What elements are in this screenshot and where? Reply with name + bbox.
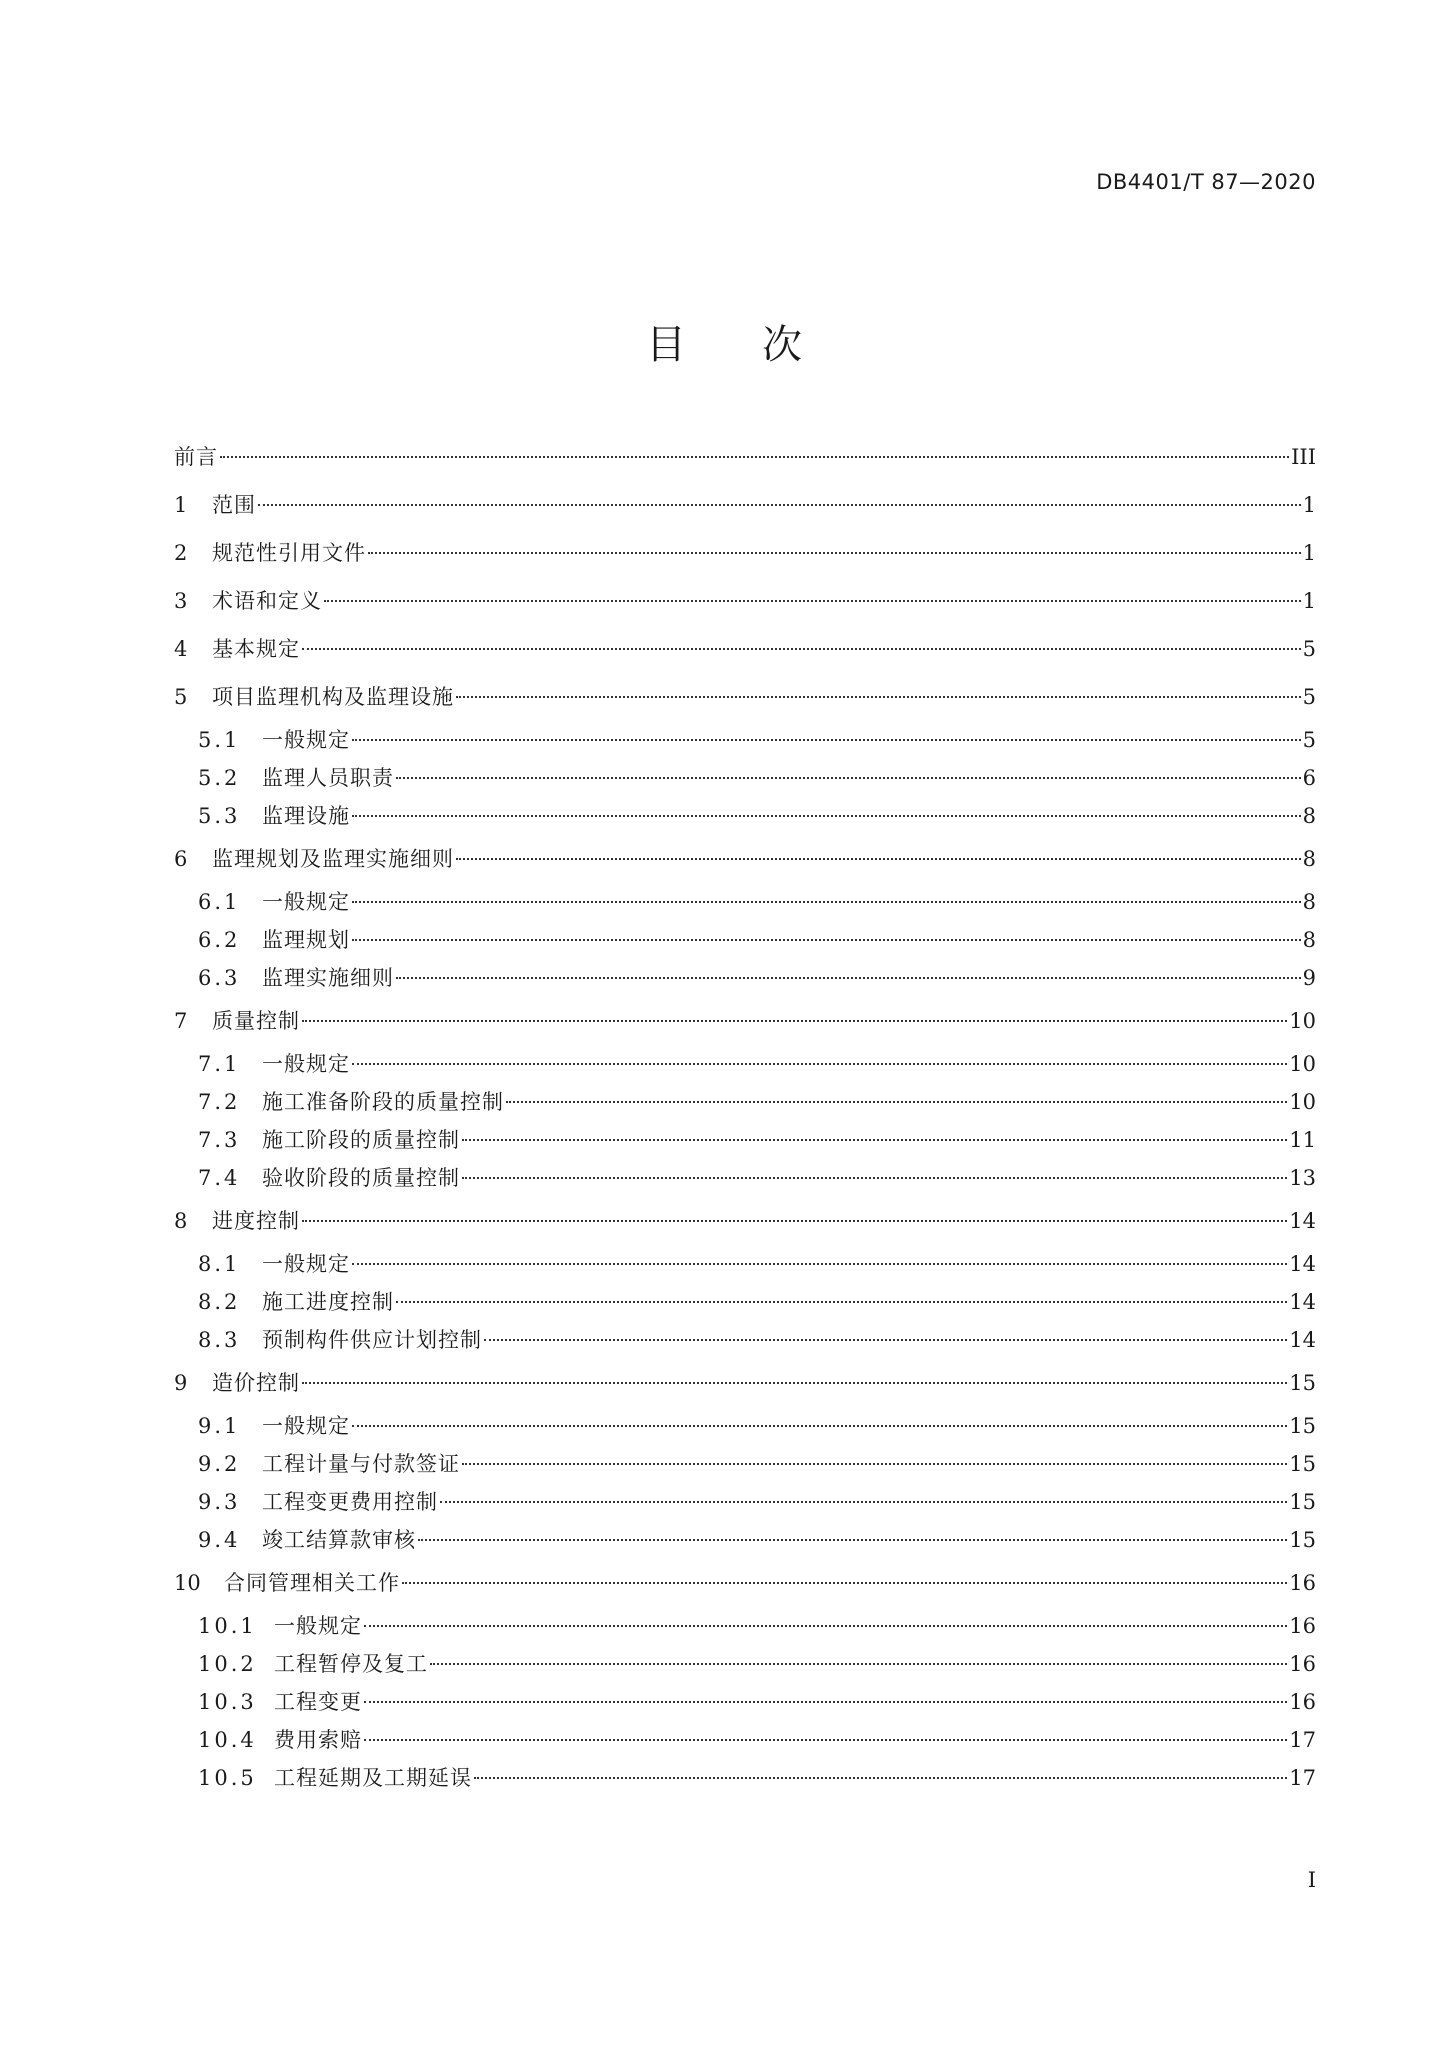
toc-entry[interactable] — [174, 1321, 1316, 1359]
toc-entry[interactable] — [174, 1407, 1316, 1445]
toc-entry-title: 施工阶段的质量控制 — [262, 1128, 460, 1152]
toc-entry-page: 11 — [1289, 1128, 1316, 1152]
toc-entry[interactable] — [174, 997, 1316, 1045]
toc-entry-title: 范围 — [212, 493, 256, 517]
toc-entry-title: 基本规定 — [212, 637, 300, 661]
toc-entry-page: 15 — [1289, 1371, 1316, 1395]
toc-entry-number: 7.3 — [198, 1128, 241, 1152]
toc-dot-leader — [352, 1263, 1287, 1265]
toc-entry[interactable] — [174, 625, 1316, 673]
toc-dot-leader — [352, 939, 1301, 941]
toc-entry-number: 6 — [174, 847, 188, 871]
toc-dot-leader — [364, 1739, 1287, 1741]
toc-dot-leader — [456, 858, 1301, 860]
toc-entry[interactable] — [174, 1483, 1316, 1521]
toc-entry-page: 15 — [1289, 1490, 1316, 1514]
toc-dot-leader — [302, 1020, 1287, 1022]
toc-entry-number: 9 — [174, 1371, 188, 1395]
toc-entry-page: 16 — [1289, 1614, 1316, 1638]
toc-entry-number: 5.2 — [198, 766, 241, 790]
toc-entry-page: 16 — [1289, 1571, 1316, 1595]
toc-entry-title: 一般规定 — [274, 1614, 362, 1638]
toc-entry[interactable] — [174, 1683, 1316, 1721]
toc-entry-number: 10.5 — [198, 1766, 257, 1790]
toc-dot-leader — [396, 1301, 1287, 1303]
toc-entry-title: 前言 — [174, 445, 218, 469]
toc-entry-page: 8 — [1302, 928, 1316, 952]
toc-entry-number: 6.3 — [198, 966, 241, 990]
toc-entry-page: 15 — [1289, 1452, 1316, 1476]
toc-entry-title: 合同管理相关工作 — [224, 1571, 400, 1595]
toc-entry[interactable] — [174, 1159, 1316, 1197]
toc-dot-leader — [484, 1339, 1287, 1341]
toc-dot-leader — [220, 456, 1289, 458]
table-of-contents — [174, 433, 1316, 1797]
toc-entry-title: 竣工结算款审核 — [262, 1528, 416, 1552]
toc-entry[interactable] — [174, 1359, 1316, 1407]
toc-entry[interactable] — [174, 721, 1316, 759]
toc-entry-page: 10 — [1289, 1052, 1316, 1076]
toc-dot-leader — [474, 1777, 1287, 1779]
toc-entry-page: 15 — [1289, 1414, 1316, 1438]
toc-entry-title: 费用索赔 — [274, 1728, 362, 1752]
toc-entry-title: 一般规定 — [262, 1252, 350, 1276]
toc-entry[interactable] — [174, 1283, 1316, 1321]
toc-entry-number: 8 — [174, 1209, 188, 1233]
toc-entry-number: 8.2 — [198, 1290, 241, 1314]
toc-entry-page: 5 — [1302, 637, 1316, 661]
toc-dot-leader — [402, 1582, 1287, 1584]
toc-entry[interactable] — [174, 1445, 1316, 1483]
toc-entry-title: 施工进度控制 — [262, 1290, 394, 1314]
toc-dot-leader — [324, 600, 1301, 602]
toc-entry-page: 5 — [1302, 728, 1316, 752]
toc-entry-title: 质量控制 — [212, 1009, 300, 1033]
toc-entry-title: 监理规划 — [262, 928, 350, 952]
toc-entry-number: 8.1 — [198, 1252, 241, 1276]
toc-entry-title: 监理实施细则 — [262, 966, 394, 990]
toc-entry-title: 项目监理机构及监理设施 — [212, 685, 454, 709]
toc-entry[interactable] — [174, 1045, 1316, 1083]
toc-dot-leader — [462, 1463, 1287, 1465]
toc-entry-number: 9.4 — [198, 1528, 241, 1552]
toc-entry-page: 1 — [1302, 493, 1316, 517]
toc-entry-page: 8 — [1302, 890, 1316, 914]
toc-entry[interactable] — [174, 577, 1316, 625]
toc-entry-title: 监理设施 — [262, 804, 350, 828]
toc-entry[interactable] — [174, 1521, 1316, 1559]
toc-entry-page: 9 — [1302, 966, 1316, 990]
toc-entry-title: 验收阶段的质量控制 — [262, 1166, 460, 1190]
toc-entry-number: 6.2 — [198, 928, 241, 952]
toc-entry-number: 10.2 — [198, 1652, 257, 1676]
toc-entry-number: 6.1 — [198, 890, 241, 914]
page-title: 目次 — [646, 322, 878, 368]
toc-entry[interactable] — [174, 1083, 1316, 1121]
toc-entry-page: III — [1291, 445, 1316, 469]
toc-dot-leader — [364, 1701, 1287, 1703]
toc-dot-leader — [302, 648, 1301, 650]
toc-entry[interactable] — [174, 1559, 1316, 1607]
toc-dot-leader — [462, 1139, 1287, 1141]
toc-entry[interactable] — [174, 883, 1316, 921]
toc-entry[interactable] — [174, 759, 1316, 797]
toc-entry-page: 14 — [1289, 1209, 1316, 1233]
toc-entry-title: 监理规划及监理实施细则 — [212, 847, 454, 871]
toc-entry-title: 工程暂停及复工 — [274, 1652, 428, 1676]
toc-dot-leader — [506, 1101, 1287, 1103]
toc-dot-leader — [456, 696, 1301, 698]
toc-entry-title: 一般规定 — [262, 728, 350, 752]
toc-entry-number: 7.1 — [198, 1052, 241, 1076]
toc-entry-page: 14 — [1289, 1328, 1316, 1352]
toc-entry-title: 一般规定 — [262, 1414, 350, 1438]
toc-entry[interactable] — [174, 1645, 1316, 1683]
page-number: I — [1307, 1868, 1316, 1892]
toc-entry-page: 16 — [1289, 1652, 1316, 1676]
toc-entry-title: 施工准备阶段的质量控制 — [262, 1090, 504, 1114]
toc-dot-leader — [352, 901, 1301, 903]
toc-entry-page: 1 — [1302, 589, 1316, 613]
toc-entry-number: 7.2 — [198, 1090, 241, 1114]
toc-entry-title: 工程变更费用控制 — [262, 1490, 438, 1514]
toc-entry-number: 7 — [174, 1009, 188, 1033]
toc-entry-page: 8 — [1302, 847, 1316, 871]
toc-entry[interactable] — [174, 433, 1316, 481]
toc-dot-leader — [440, 1501, 1287, 1503]
toc-entry-number: 10.3 — [198, 1690, 257, 1714]
toc-dot-leader — [352, 1425, 1287, 1427]
toc-entry-page: 5 — [1302, 685, 1316, 709]
toc-entry-number: 5.1 — [198, 728, 241, 752]
toc-entry-page: 14 — [1289, 1252, 1316, 1276]
toc-entry[interactable] — [174, 835, 1316, 883]
toc-dot-leader — [462, 1177, 1287, 1179]
toc-entry-number: 10.4 — [198, 1728, 257, 1752]
toc-entry-number: 7.4 — [198, 1166, 241, 1190]
toc-dot-leader — [396, 777, 1301, 779]
toc-entry-number: 3 — [174, 589, 188, 613]
toc-dot-leader — [352, 739, 1301, 741]
toc-entry[interactable] — [174, 529, 1316, 577]
toc-entry-number: 10.1 — [198, 1614, 257, 1638]
toc-entry-title: 工程延期及工期延误 — [274, 1766, 472, 1790]
toc-entry-number: 2 — [174, 541, 188, 565]
toc-entry-page: 6 — [1302, 766, 1316, 790]
toc-entry-title: 工程计量与付款签证 — [262, 1452, 460, 1476]
toc-entry[interactable] — [174, 1245, 1316, 1283]
toc-entry-page: 15 — [1289, 1528, 1316, 1552]
toc-entry-page: 17 — [1289, 1766, 1316, 1790]
toc-entry-page: 14 — [1289, 1290, 1316, 1314]
toc-entry-title: 工程变更 — [274, 1690, 362, 1714]
toc-entry[interactable] — [174, 481, 1316, 529]
toc-entry-title: 一般规定 — [262, 890, 350, 914]
toc-entry-page: 10 — [1289, 1090, 1316, 1114]
toc-dot-leader — [430, 1663, 1287, 1665]
toc-entry-title: 造价控制 — [212, 1371, 300, 1395]
toc-dot-leader — [352, 815, 1301, 817]
toc-dot-leader — [302, 1220, 1287, 1222]
toc-entry-title: 规范性引用文件 — [212, 541, 366, 565]
toc-dot-leader — [258, 504, 1301, 506]
toc-entry-title: 监理人员职责 — [262, 766, 394, 790]
toc-entry[interactable] — [174, 1197, 1316, 1245]
toc-entry-title: 一般规定 — [262, 1052, 350, 1076]
toc-entry[interactable] — [174, 673, 1316, 721]
toc-entry-number: 5.3 — [198, 804, 241, 828]
toc-entry-title: 进度控制 — [212, 1209, 300, 1233]
toc-entry[interactable] — [174, 1759, 1316, 1797]
toc-entry[interactable] — [174, 797, 1316, 835]
toc-entry-number: 4 — [174, 637, 188, 661]
toc-entry-number: 5 — [174, 685, 188, 709]
toc-entry-page: 8 — [1302, 804, 1316, 828]
toc-entry-page: 16 — [1289, 1690, 1316, 1714]
toc-dot-leader — [352, 1063, 1287, 1065]
toc-entry-number: 10 — [174, 1571, 201, 1595]
toc-entry[interactable] — [174, 921, 1316, 959]
toc-entry-number: 1 — [174, 493, 188, 517]
toc-entry-number: 9.3 — [198, 1490, 241, 1514]
toc-entry-number: 8.3 — [198, 1328, 241, 1352]
toc-dot-leader — [302, 1382, 1287, 1384]
toc-entry-title: 术语和定义 — [212, 589, 322, 613]
toc-entry-page: 1 — [1302, 541, 1316, 565]
toc-entry-page: 13 — [1289, 1166, 1316, 1190]
toc-dot-leader — [396, 977, 1301, 979]
toc-entry[interactable] — [174, 1607, 1316, 1645]
toc-entry[interactable] — [174, 1721, 1316, 1759]
toc-entry[interactable] — [174, 959, 1316, 997]
toc-dot-leader — [364, 1625, 1287, 1627]
toc-dot-leader — [418, 1539, 1287, 1541]
toc-entry-number: 9.1 — [198, 1414, 241, 1438]
toc-entry-number: 9.2 — [198, 1452, 241, 1476]
document-number: DB4401/T 87—2020 — [1096, 170, 1316, 194]
toc-entry[interactable] — [174, 1121, 1316, 1159]
toc-entry-page: 10 — [1289, 1009, 1316, 1033]
toc-entry-title: 预制构件供应计划控制 — [262, 1328, 482, 1352]
toc-dot-leader — [368, 552, 1301, 554]
toc-entry-page: 17 — [1289, 1728, 1316, 1752]
